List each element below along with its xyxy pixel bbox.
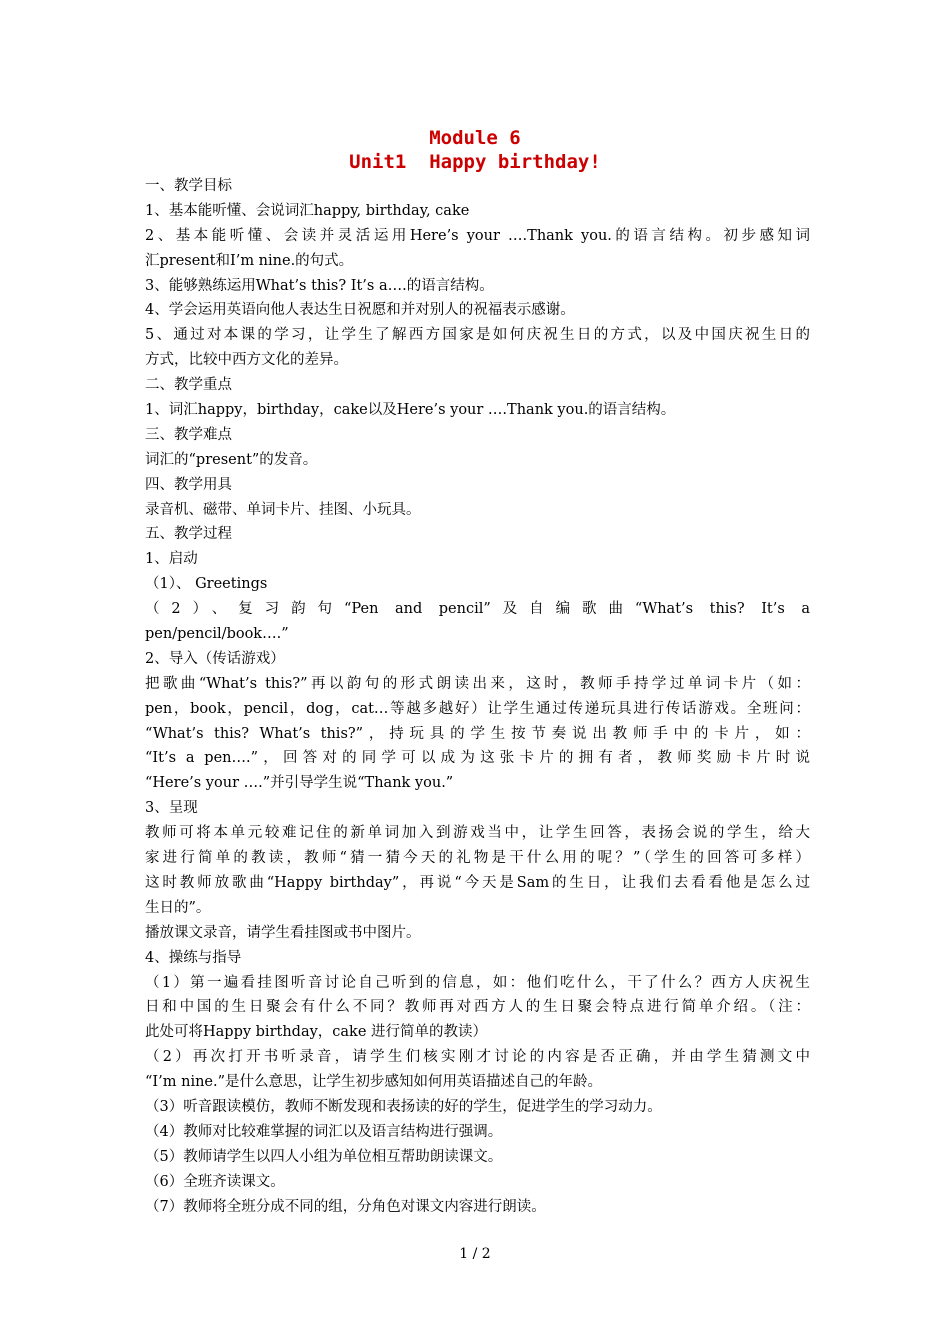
text-line: （2）、复习韵句“Pen and pencil”及自编歌曲“What’s this? It’s a: [145, 601, 810, 618]
text-line: （6）全班齐读课文。: [145, 1173, 285, 1190]
text-line: 方式，比较中西方文化的差异。: [145, 352, 348, 369]
text-line: 汇present和I’m nine.的句式。: [145, 252, 354, 269]
text-line: 录音机、磁带、单词卡片、挂图、小玩具。: [145, 501, 421, 518]
text-line: 4、操练与指导: [145, 949, 242, 966]
text-line: （3）听音跟读模仿，教师不断发现和表扬读的好的学生，促进学生的学习动力。: [145, 1098, 662, 1115]
module-title: Module 6: [429, 127, 521, 149]
document-body: [145, 174, 810, 1219]
text-line: （5）教师请学生以四人小组为单位相互帮助朗读课文。: [145, 1148, 503, 1165]
text-line: “Here’s your ….”并引导学生说“Thank you.”: [145, 775, 454, 792]
text-line: 播放课文录音，请学生看挂图或书中图片。: [145, 924, 421, 941]
text-line: pen/pencil/book….”: [145, 626, 289, 643]
text-line: 把歌曲“What’s this?”再以韵句的形式朗读出来，这时，教师手持学过单词卡片（如：: [145, 675, 810, 692]
text-line: 1、基本能听懂、会说词汇happy, birthday, cake: [145, 202, 470, 219]
section-heading-process: 五、教学过程: [145, 526, 232, 543]
text-line: 2、基本能听懂、会读并灵活运用Here’s your ….Thank you.的语言结构。初步感知词: [145, 227, 810, 244]
section-heading-objectives: 一、教学目标: [145, 178, 232, 194]
text-line: “What’s this? What’s this?”，持玩具的学生按节奏说出教师手中的卡片，如：: [145, 725, 810, 742]
section-heading-key-points: 二、教学重点: [145, 377, 232, 394]
text-line: （1）、 Greetings: [145, 576, 268, 593]
text-line: 1、词汇happy，birthday，cake以及Here’s your ….Thank you.的语言结构。: [145, 402, 676, 419]
text-line: （7）教师将全班分成不同的组，分角色对课文内容进行朗读。: [145, 1198, 546, 1215]
text-line: “It’s a pen….”，回答对的同学可以成为这张卡片的拥有者，教师奖励卡片时说: [145, 750, 810, 767]
unit-title: Unit1 Happy birthday!: [349, 151, 601, 173]
text-line: （4）教师对比较难掌握的词汇以及语言结构进行强调。: [145, 1123, 503, 1140]
text-line: “I’m nine.”是什么意思，让学生初步感知如何用英语描述自己的年龄。: [145, 1074, 603, 1091]
text-line: （2）再次打开书听录音，请学生们核实刚才讨论的内容是否正确，并由学生猜测文中: [145, 1049, 810, 1066]
text-line: pen，book，pencil，dog，cat…等越多越好）让学生通过传递玩具进行传话游戏。全班问：: [145, 700, 810, 717]
text-line: 这时教师放歌曲“Happy birthday”，再说“今天是Sam的生日，让我们去看看他是怎么过: [145, 874, 810, 891]
page-number: 1 / 2: [459, 1246, 491, 1262]
text-line: （1）第一遍看挂图听音讨论自己听到的信息，如：他们吃什么，干了什么？西方人庆祝生: [145, 974, 810, 991]
text-line: 家进行简单的教读，教师“猜一猜今天的礼物是干什么用的呢？”（学生的回答可多样）: [145, 850, 810, 867]
section-heading-materials: 四、教学用具: [145, 476, 232, 493]
section-heading-difficulties: 三、教学难点: [145, 426, 232, 443]
text-line: 词汇的“present”的发音。: [145, 451, 318, 468]
text-line: 日和中国的生日聚会有什么不同？教师再对西方人的生日聚会特点进行简单介绍。（注：: [145, 999, 810, 1016]
text-line: 此处可将Happy birthday，cake 进行简单的教读）: [145, 1024, 488, 1041]
text-line: 5、通过对本课的学习，让学生了解西方国家是如何庆祝生日的方式，以及中国庆祝生日的: [145, 327, 810, 344]
text-line: 4、学会运用英语向他人表达生日祝愿和并对别人的祝福表示感谢。: [145, 302, 575, 319]
text-line: 3、能够熟练运用What’s this? It’s a….的语言结构。: [145, 277, 494, 294]
text-line: 2、导入（传话游戏）: [145, 650, 285, 667]
text-line: 教师可将本单元较难记住的新单词加入到游戏当中，让学生回答，表扬会说的学生，给大: [145, 825, 810, 842]
text-line: 3、呈现: [145, 800, 198, 817]
text-line: 1、启动: [145, 551, 198, 568]
text-line: 生日的”。: [145, 899, 211, 916]
